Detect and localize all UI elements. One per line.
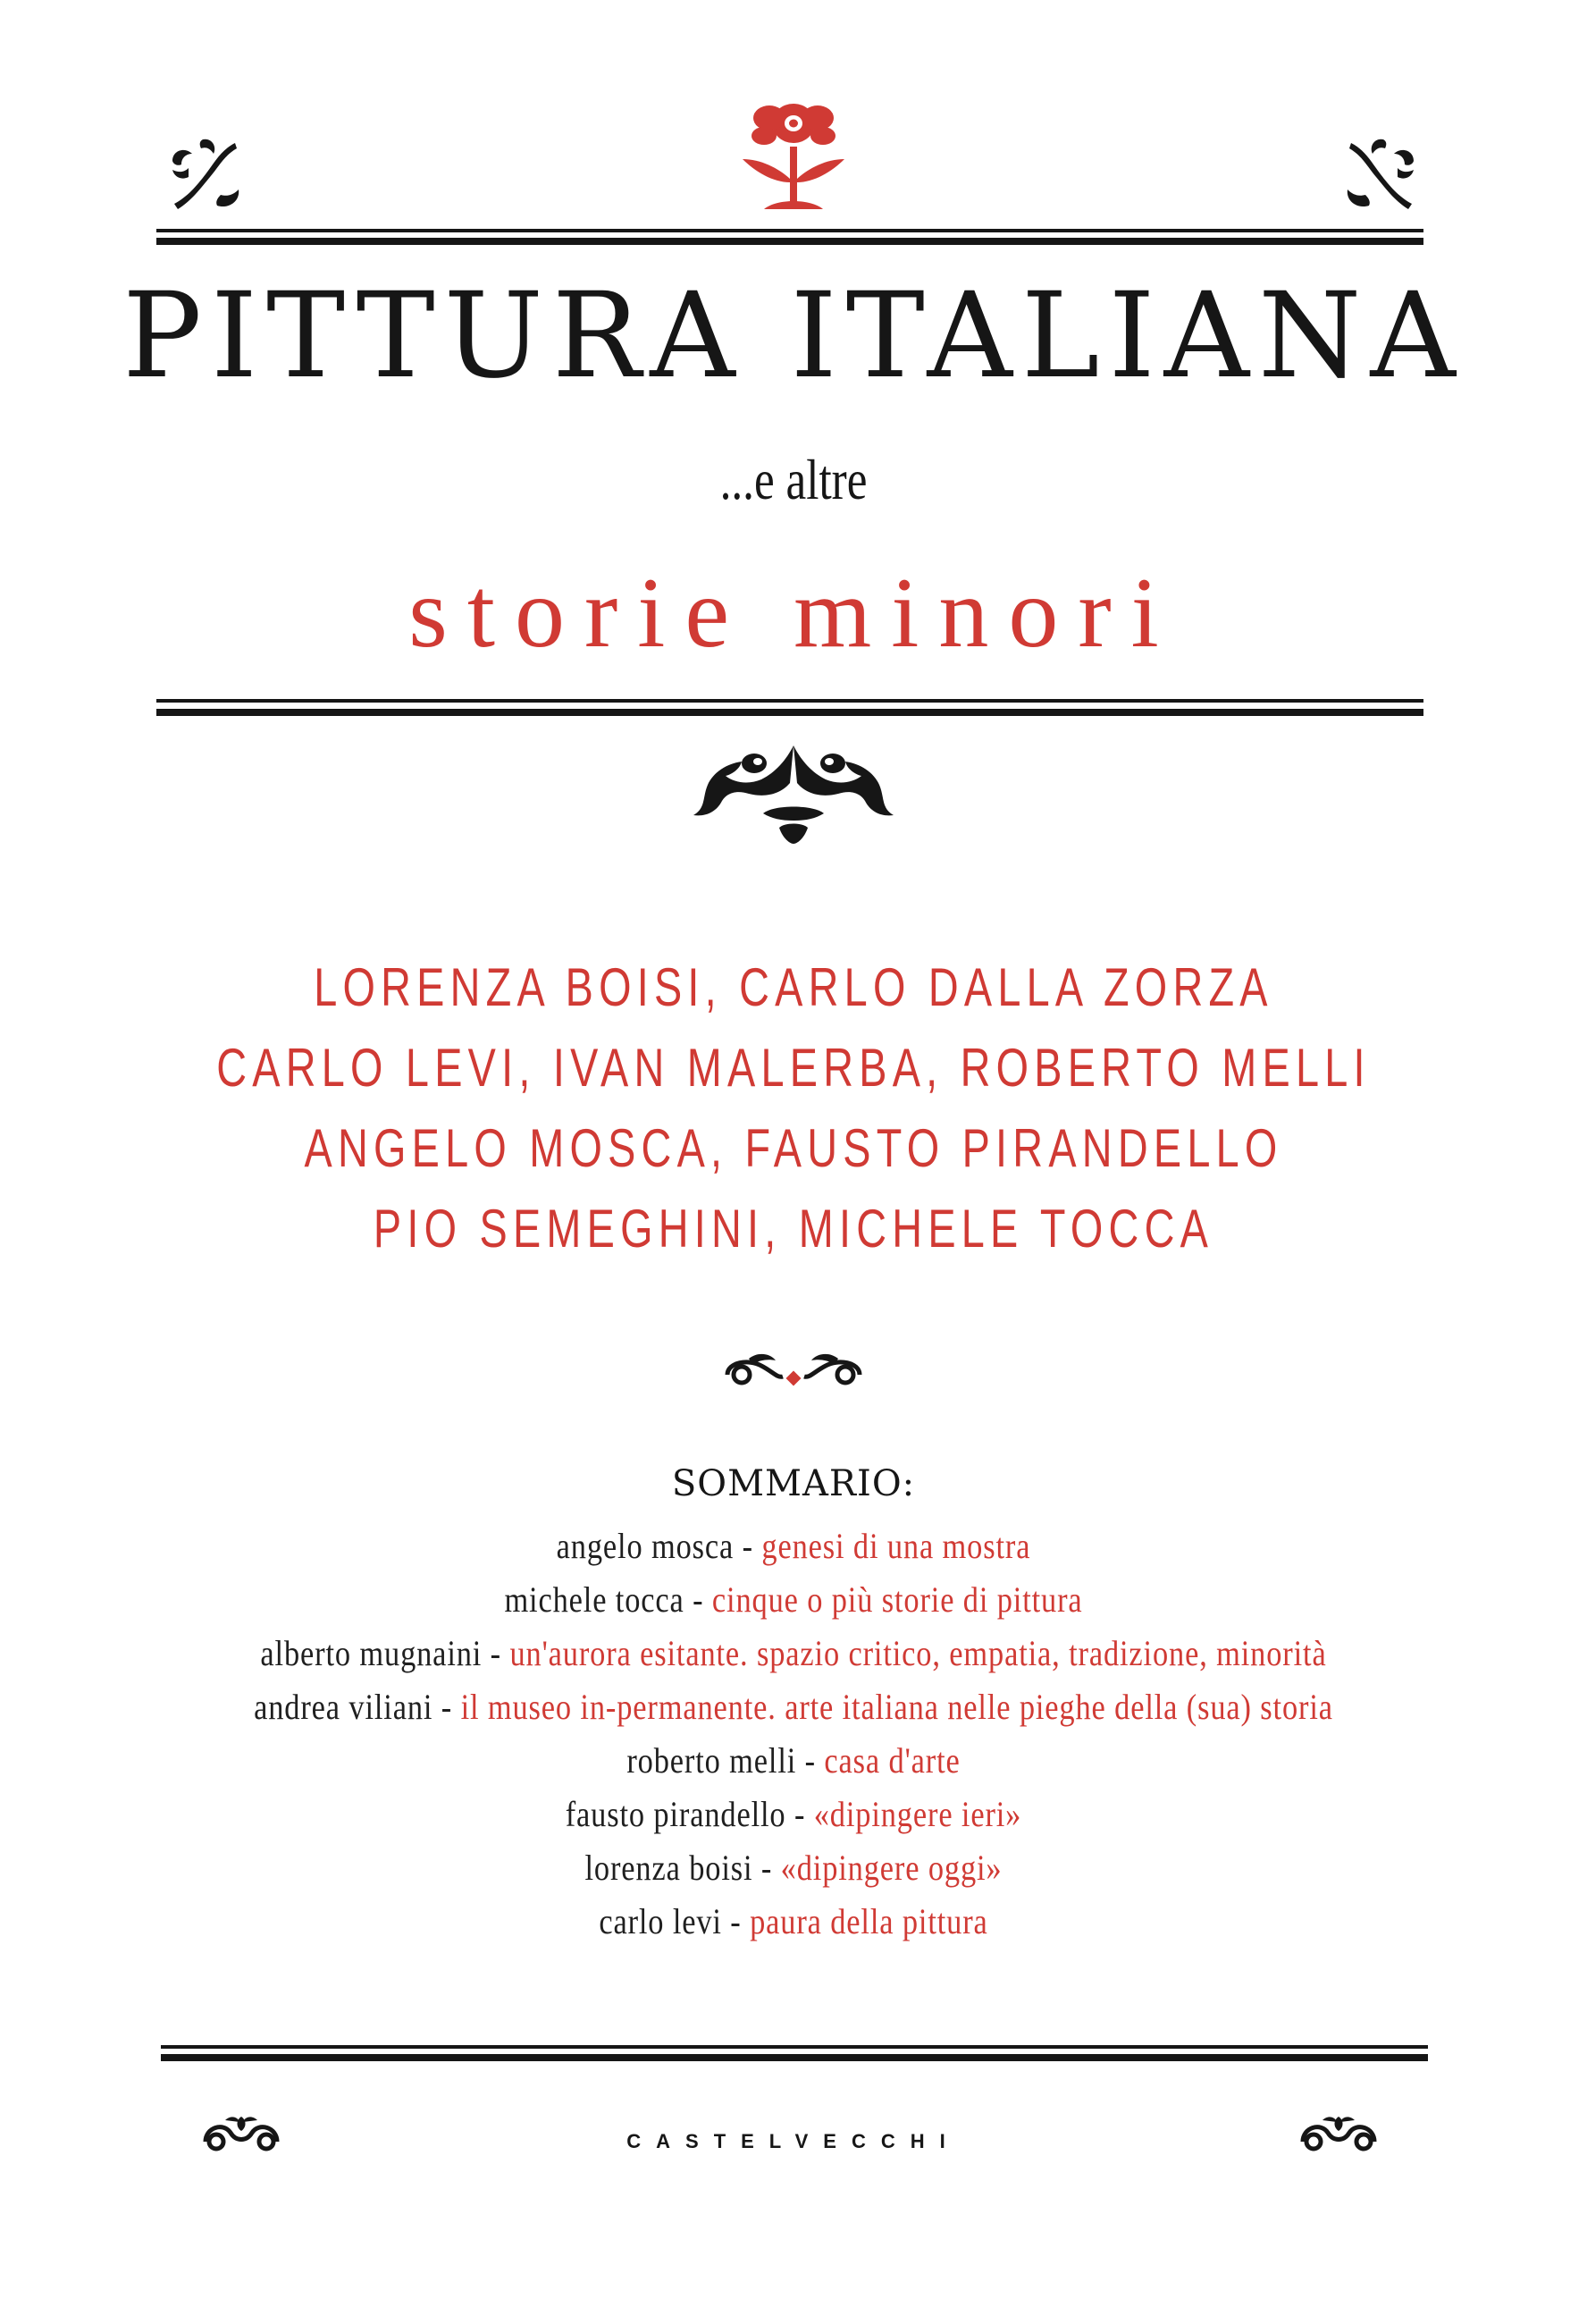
middle-rule-thick xyxy=(156,709,1423,716)
toc-author: michele tocca xyxy=(504,1579,684,1620)
authors-block xyxy=(0,947,1587,1269)
bottom-rule-thick xyxy=(161,2054,1428,2061)
toc-entry xyxy=(111,1895,1475,1949)
authors-line: ANGELO MOSCA, FAUSTO PIRANDELLO xyxy=(304,1118,1283,1178)
toc-entry xyxy=(111,1680,1475,1734)
toc-title: il museo in-permanente. arte italiana nelle pieghe della (sua) storia xyxy=(460,1687,1333,1727)
toc-separator: - xyxy=(432,1687,461,1727)
book-title: PITTURA ITALIANA xyxy=(122,267,1465,405)
subtitle-small: ...e altre xyxy=(719,448,868,511)
subtitle-red: storie minori xyxy=(408,558,1179,669)
toc-separator: - xyxy=(785,1794,814,1834)
top-rule-thick xyxy=(156,238,1423,245)
toc-separator: - xyxy=(752,1848,781,1888)
toc-entry xyxy=(111,1627,1475,1680)
authors-line: PIO SEMEGHINI, MICHELE TOCCA xyxy=(373,1199,1214,1259)
fleuron-corner-icon xyxy=(165,134,246,215)
top-rule-thin xyxy=(156,229,1423,232)
toc-entry xyxy=(111,1841,1475,1895)
toc-entry xyxy=(111,1734,1475,1788)
authors-line: LORENZA BOISI, CARLO DALLA ZORZA xyxy=(314,957,1273,1017)
toc-title: un'aurora esitante. spazio critico, empatia, tradizione, minorità xyxy=(509,1633,1327,1673)
toc-entry xyxy=(111,1788,1475,1841)
toc-separator: - xyxy=(734,1526,762,1566)
toc-author: angelo mosca xyxy=(556,1526,735,1566)
bottom-rule-thin xyxy=(161,2045,1428,2049)
toc-author: roberto melli xyxy=(626,1740,797,1781)
small-scroll-divider-icon xyxy=(722,1348,865,1393)
authors-line: CARLO LEVI, IVAN MALERBA, ROBERTO MELLI xyxy=(216,1038,1371,1098)
red-flower-ornament-icon xyxy=(737,97,850,215)
toc-author: alberto mugnaini xyxy=(260,1633,483,1673)
toc-author: fausto pirandello xyxy=(565,1794,786,1834)
sommario-heading: SOMMARIO: xyxy=(671,1463,916,1504)
table-of-contents xyxy=(0,1520,1587,1949)
toc-title: genesi di una mostra xyxy=(761,1526,1031,1566)
toc-title: cinque o più storie di pittura xyxy=(711,1579,1083,1620)
toc-author: lorenza boisi xyxy=(584,1848,753,1888)
toc-separator: - xyxy=(684,1579,712,1620)
toc-entry xyxy=(111,1520,1475,1573)
middle-rule-thin xyxy=(156,699,1423,703)
publisher-name: CASTELVECCHI xyxy=(626,2130,961,2152)
toc-title: «dipingere oggi» xyxy=(780,1848,1003,1888)
toc-title: paura della pittura xyxy=(750,1901,988,1941)
toc-separator: - xyxy=(482,1633,510,1673)
fleuron-corner-icon xyxy=(1340,134,1421,215)
toc-title: «dipingere ieri» xyxy=(813,1794,1022,1834)
toc-author: carlo levi xyxy=(599,1901,722,1941)
toc-title: casa d'arte xyxy=(824,1740,961,1781)
toc-author: andrea viliani xyxy=(254,1687,433,1727)
toc-separator: - xyxy=(721,1901,751,1941)
toc-separator: - xyxy=(796,1740,825,1781)
toc-entry xyxy=(111,1573,1475,1627)
black-scroll-ornament-icon xyxy=(686,742,901,849)
scroll-fleuron-icon xyxy=(1294,2111,1383,2156)
